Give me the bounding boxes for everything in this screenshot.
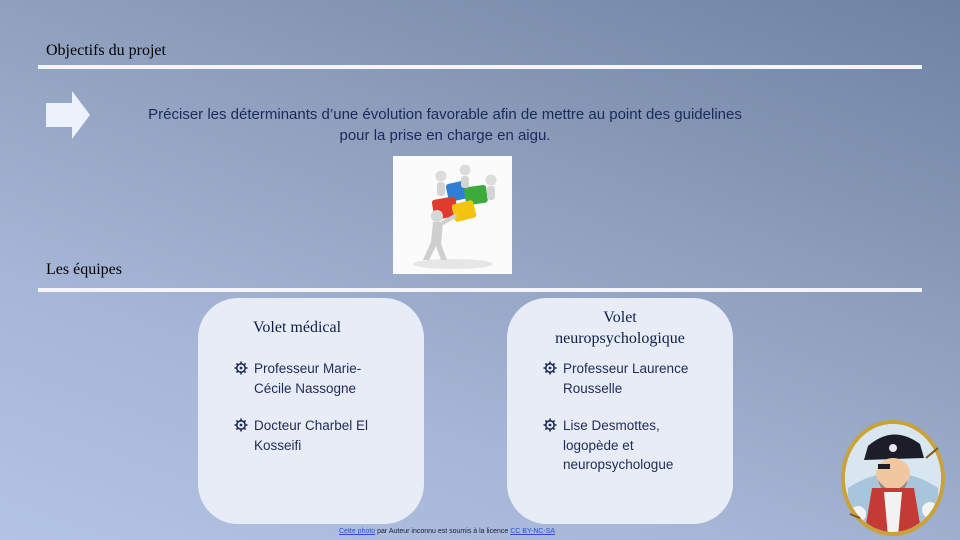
item-text: Professeur Laurence Rousselle bbox=[563, 361, 689, 396]
item-text: Docteur Charbel El Kosseifi bbox=[254, 418, 369, 453]
photo-credit bbox=[339, 528, 555, 535]
card-title: Volet neuropsychologique bbox=[555, 309, 685, 347]
pirate-badge-logo bbox=[838, 418, 948, 536]
card-volet-medical bbox=[198, 298, 424, 524]
objective-line-2: pour la prise en charge en aigu. bbox=[339, 127, 551, 144]
photo-link[interactable]: Cette photo bbox=[339, 528, 376, 535]
card-volet-neuropsychologique bbox=[507, 298, 733, 524]
right-arrow-icon bbox=[46, 91, 92, 139]
card-title: Volet médical bbox=[252, 319, 342, 336]
gear-bullet-icon bbox=[543, 418, 557, 432]
puzzle-people-image bbox=[393, 156, 512, 274]
list-item bbox=[234, 416, 424, 455]
item-text: Lise Desmottes, logopède et neuropsychologue bbox=[563, 418, 674, 472]
item-text: Professeur Marie- Cécile Nassogne bbox=[254, 361, 362, 396]
objective-line-1: Préciser les déterminants d’une évolution favorable afin de mettre au point des guidelines bbox=[148, 106, 742, 123]
list-item bbox=[543, 416, 733, 475]
teams-divider bbox=[38, 288, 922, 292]
gear-bullet-icon bbox=[234, 418, 248, 432]
gear-bullet-icon bbox=[234, 361, 248, 375]
objectives-divider bbox=[38, 65, 922, 69]
teams-title: Les équipes bbox=[46, 261, 122, 278]
credit-text: par Auteur inconnu est soumis à la licence bbox=[375, 528, 511, 535]
gear-bullet-icon bbox=[543, 361, 557, 375]
objectives-title: Objectifs du projet bbox=[46, 42, 166, 59]
objective-text bbox=[105, 104, 785, 146]
list-item bbox=[234, 359, 424, 398]
list-item bbox=[543, 359, 733, 398]
license-link[interactable]: CC BY-NC-SA bbox=[510, 528, 556, 535]
